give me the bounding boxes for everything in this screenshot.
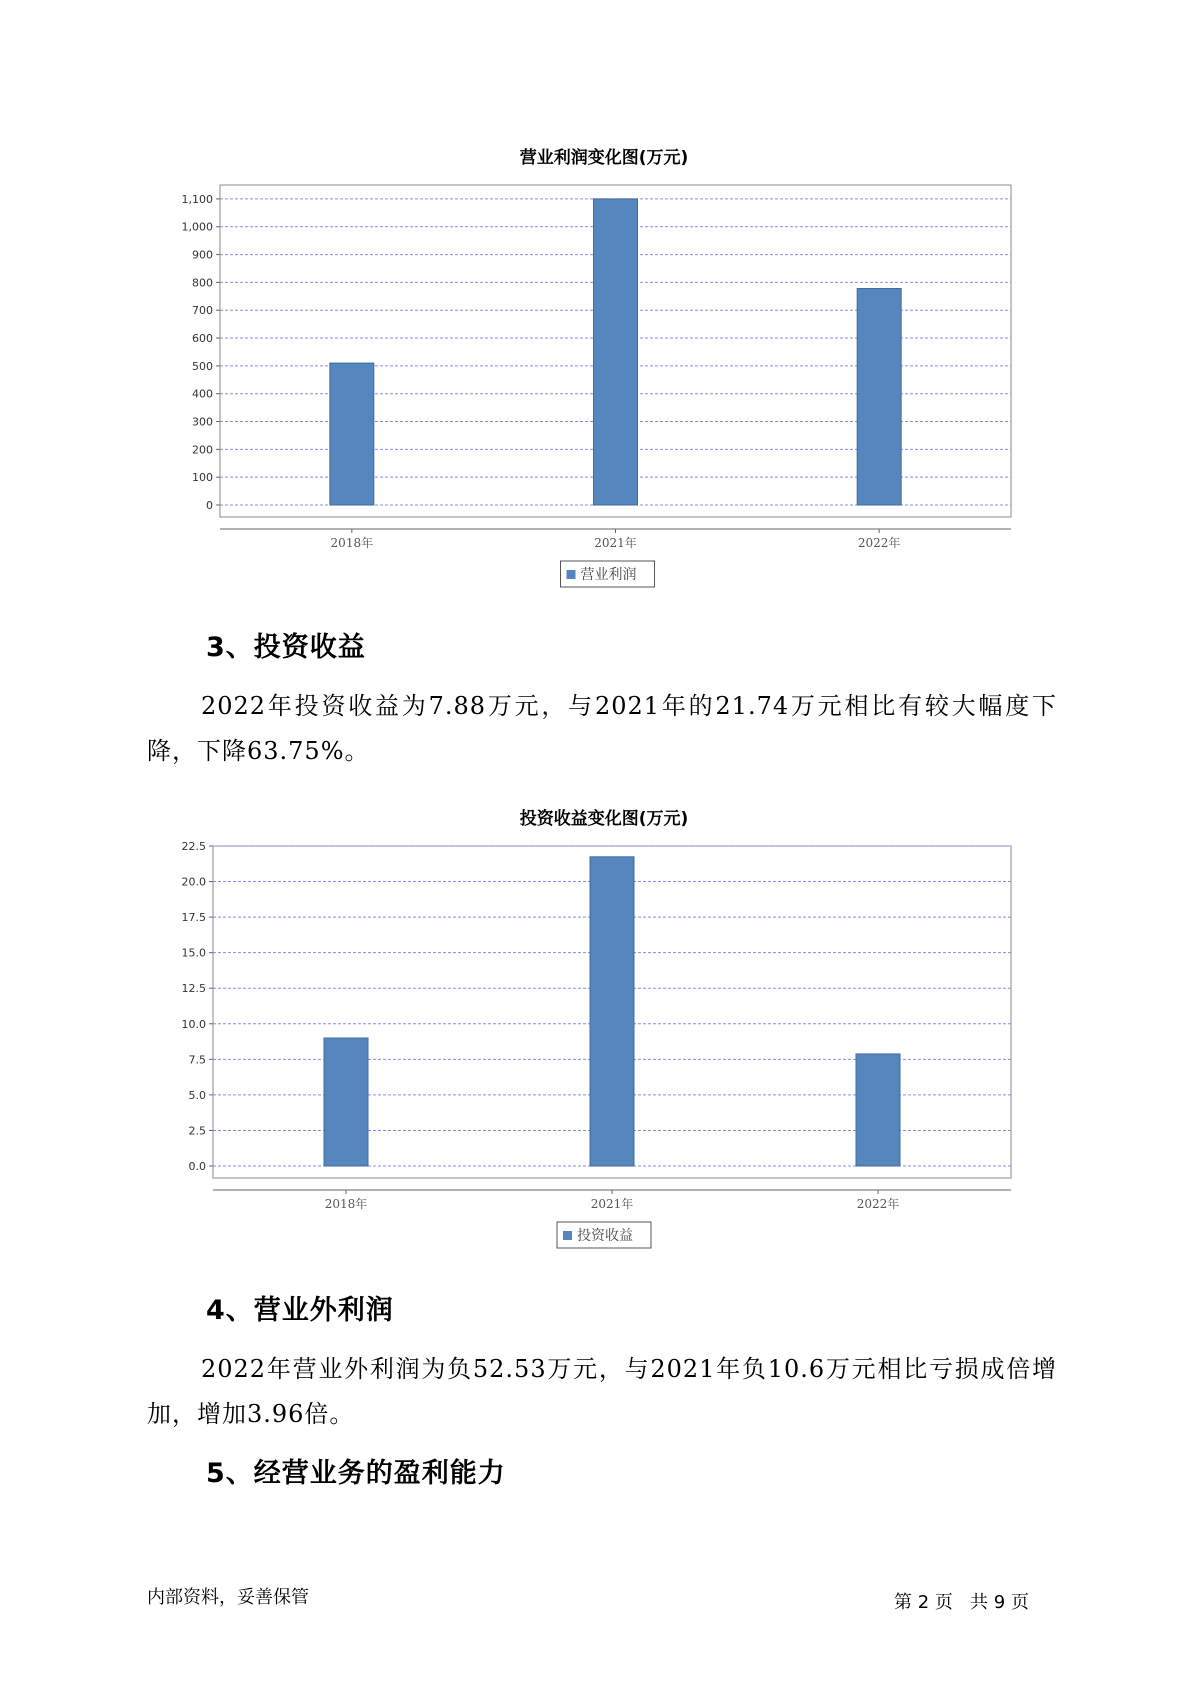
section-heading-investment-income: 3、投资收益 — [206, 632, 366, 663]
chart-title-investment-income: 投资收益变化图(万元) — [519, 809, 689, 829]
operating-profit-chart — [150, 180, 1030, 600]
x-tick-label: 2021年 — [594, 536, 637, 550]
y-tick-label: 15.0 — [181, 946, 206, 960]
y-tick-label: 700 — [192, 304, 213, 318]
footer-page-number: 第 2 页 共 9 页 — [894, 1592, 1029, 1613]
y-tick-label: 0 — [206, 499, 213, 512]
y-tick-label: 1,000 — [181, 220, 213, 234]
y-tick-label: 600 — [192, 332, 213, 346]
footer-confidential-note: 内部资料，妥善保管 — [147, 1587, 309, 1608]
y-tick-label: 800 — [192, 276, 213, 290]
paragraph-non-operating-profit: 2022年营业外利润为负52.53万元，与2021年负10.6万元相比亏损成倍增加，增加3.96倍。 — [147, 1355, 1057, 1428]
x-tick-label: 2018年 — [324, 1197, 368, 1211]
y-tick-label: 400 — [192, 387, 213, 401]
x-tick-label: 2018年 — [330, 536, 374, 550]
bar — [590, 857, 634, 1166]
y-tick-label: 17.5 — [181, 911, 206, 925]
x-tick-label: 2021年 — [590, 1197, 634, 1211]
y-tick-label: 10.0 — [181, 1017, 206, 1031]
y-tick-label: 300 — [192, 415, 213, 429]
y-tick-label: 5.0 — [188, 1088, 206, 1102]
y-tick-label: 22.5 — [181, 840, 206, 853]
y-tick-label: 12.5 — [181, 982, 206, 996]
y-tick-label: 1,100 — [181, 192, 213, 206]
y-tick-label: 200 — [192, 443, 213, 457]
section-heading-non-operating-profit: 4、营业外利润 — [206, 1295, 394, 1326]
bar — [324, 1038, 368, 1166]
bar — [594, 199, 638, 505]
bar — [856, 1054, 900, 1166]
x-tick-label: 2022年 — [857, 536, 901, 550]
y-tick-label: 20.0 — [181, 875, 206, 889]
y-tick-label: 0.0 — [188, 1160, 206, 1173]
y-tick-label: 500 — [192, 359, 213, 373]
bar — [857, 289, 901, 505]
legend-swatch — [563, 1231, 572, 1240]
y-tick-label: 100 — [192, 471, 213, 485]
legend-label: 投资收益 — [577, 1228, 633, 1244]
chart-title-operating-profit: 营业利润变化图(万元) — [519, 148, 689, 168]
y-tick-label: 2.5 — [188, 1124, 206, 1138]
paragraph-investment-income: 2022年投资收益为7.88万元，与2021年的21.74万元相比有较大幅度下降，下降63.75%。 — [147, 692, 1057, 765]
legend-label: 营业利润 — [580, 567, 637, 583]
y-tick-label: 7.5 — [188, 1053, 206, 1067]
investment-income-chart — [150, 840, 1030, 1260]
section-heading-profitability: 5、经营业务的盈利能力 — [206, 1458, 506, 1489]
y-tick-label: 900 — [192, 248, 213, 262]
legend-swatch — [567, 570, 576, 579]
bar — [330, 363, 374, 505]
x-tick-label: 2022年 — [856, 1197, 900, 1211]
